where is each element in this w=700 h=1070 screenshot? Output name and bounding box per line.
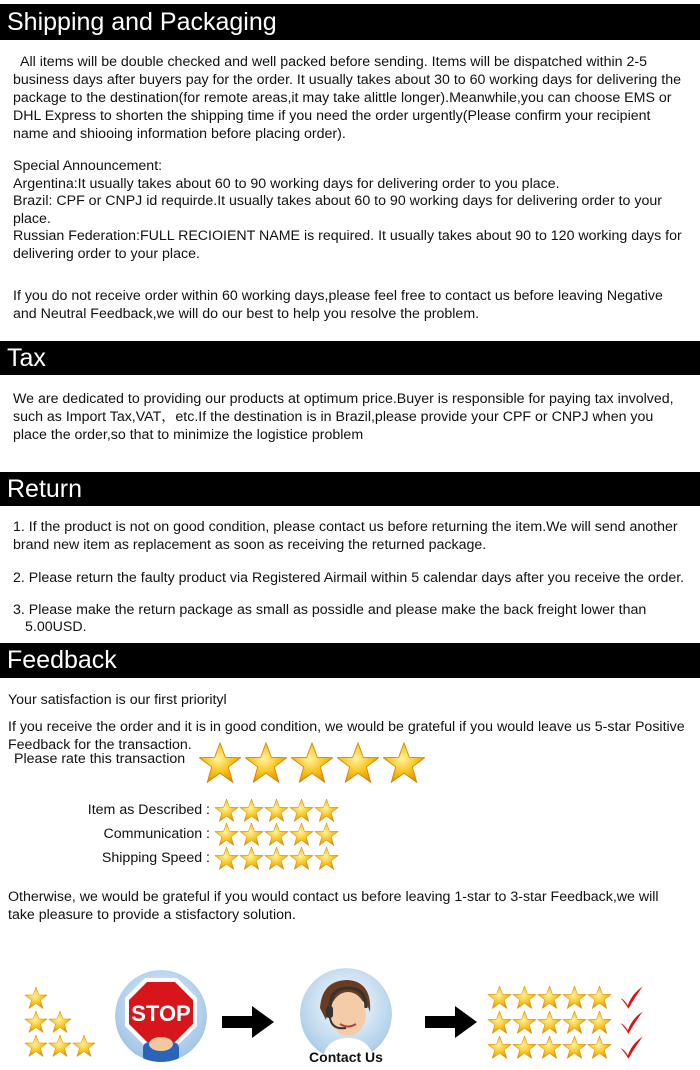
rating-label: Shipping Speed : <box>101 850 210 866</box>
checkmark-icon <box>618 1009 644 1035</box>
star-icon <box>264 798 289 823</box>
announcement-title: Special Announcement: <box>13 158 163 174</box>
satisfaction-text: Your satisfaction is our first priorityl <box>8 692 227 708</box>
contact-note: If you do not receive order within 60 working days,please feel free to contact us before leaving Negative and Neutral Feedback,we will do our best to help you resolve the problem. <box>13 288 663 322</box>
star-icon <box>239 798 264 823</box>
customer-service-icon <box>300 968 392 1060</box>
star-icon <box>587 1010 612 1035</box>
star-icon <box>487 985 512 1010</box>
star-icon <box>562 1035 587 1060</box>
star-icon <box>537 1035 562 1060</box>
star-icon <box>587 985 612 1010</box>
star-icon <box>512 985 537 1010</box>
star-icon <box>487 1010 512 1035</box>
return-item-2: 2. Please return the faulty product via Registered Airmail within 5 calendar days after you receive the order. <box>13 570 685 586</box>
star-icon <box>562 1010 587 1035</box>
star-icon <box>24 1034 48 1058</box>
star-icon <box>314 798 339 823</box>
star-icon <box>382 741 426 785</box>
low-rating-stars <box>24 986 104 1058</box>
star-icon <box>264 846 289 871</box>
star-icon <box>198 741 242 785</box>
low-star-line <box>24 986 48 1010</box>
star-icon <box>72 1034 96 1058</box>
russia-note: Russian Federation:FULL RECIOIENT NAME is required. It usually takes about 90 to 120 working days for delivering order to your place. <box>13 228 682 262</box>
rating-row <box>4 798 339 822</box>
star-icon <box>239 822 264 847</box>
star-icon <box>214 798 239 823</box>
return-header: Return <box>0 472 700 506</box>
shipping-header: Shipping and Packaging <box>0 4 700 40</box>
star-icon <box>48 1034 72 1058</box>
argentina-note: Argentina:It usually takes about 60 to 90 working days for delivering order to you place. <box>13 176 560 192</box>
star-icon <box>537 985 562 1010</box>
star-icon <box>289 846 314 871</box>
star-icon <box>289 822 314 847</box>
star-icon <box>314 846 339 871</box>
rating-label: Communication : <box>103 826 210 842</box>
checkmark-icon <box>618 984 644 1010</box>
rate-label: Please rate this transaction <box>14 751 186 767</box>
shipping-paragraph: All items will be double checked and well packed before sending. Items will be dispatched within 2-5 business days after buyers pay for the order. It usually takes about 30 to 60 working days for delivering the package to the destination(for remote areas,it may take alittle longer).Meanwhile,you can choose EMS or DHL Express to shorten the shipping time if you need the order urgently(Please confirm your recipient name and shiooing information before placing order). <box>13 54 681 142</box>
rating-stars[interactable] <box>214 798 339 823</box>
rate-stars[interactable] <box>198 741 428 785</box>
rating-stars[interactable] <box>214 846 339 871</box>
return-item-3: 3. Please make the return package as small as possidle and please make the back freight lower than <box>13 602 647 618</box>
high-star-line <box>487 984 644 1010</box>
high-star-line <box>487 1009 644 1035</box>
star-icon <box>512 1010 537 1035</box>
stop-text: STOP <box>131 1001 191 1026</box>
low-star-line <box>24 1010 72 1034</box>
star-icon <box>537 1010 562 1035</box>
low-star-line <box>24 1034 96 1058</box>
contact-us-label: Contact Us <box>309 1049 383 1065</box>
feedback-header: Feedback <box>0 643 700 678</box>
rating-row <box>4 846 339 870</box>
high-star-line <box>487 1034 644 1060</box>
star-icon <box>24 986 48 1010</box>
star-icon <box>487 1035 512 1060</box>
star-icon <box>290 741 334 785</box>
star-icon <box>512 1035 537 1060</box>
rating-row <box>4 822 339 846</box>
star-icon <box>24 1010 48 1034</box>
grateful-text: If you receive the order and it is in good condition, we would be grateful if you would leave us 5-star Positive Feedback for the transaction. <box>8 719 685 753</box>
right-arrow-icon <box>222 1006 274 1038</box>
star-icon <box>244 741 288 785</box>
stop-sign-icon <box>115 970 207 1062</box>
rating-label: Item as Described : <box>87 802 210 818</box>
return-item-1: 1. If the product is not on good condition, please contact us before returning the item.We will send another brand new item as replacement as soon as receiving the returned package. <box>13 519 678 553</box>
star-icon <box>314 822 339 847</box>
star-icon <box>587 1035 612 1060</box>
checkmark-icon <box>618 1034 644 1060</box>
high-rating-stars <box>487 984 657 1060</box>
right-arrow-icon-2 <box>425 1006 477 1038</box>
star-icon <box>214 822 239 847</box>
star-icon <box>264 822 289 847</box>
star-icon <box>214 846 239 871</box>
star-icon <box>562 985 587 1010</box>
star-icon <box>239 846 264 871</box>
return-item-3-amount: 5.00USD. <box>25 619 87 635</box>
tax-paragraph: We are dedicated to providing our products at optimum price.Buyer is responsible for paying tax involved, such as Import Tax,VAT，etc.If the destination is in Brazil,please provide your CPF or CNPJ when you place the order,so that to minimize the logistice problem <box>13 391 674 443</box>
star-icon <box>48 1010 72 1034</box>
rating-stars[interactable] <box>214 822 339 847</box>
star-icon <box>289 798 314 823</box>
tax-header: Tax <box>0 341 700 375</box>
star-icon <box>336 741 380 785</box>
brazil-note: Brazil: CPF or CNPJ id requirde.It usually takes about 60 to 90 working days for delivering order to your place. <box>13 193 662 227</box>
otherwise-text: Otherwise, we would be grateful if you would contact us before leaving 1-star to 3-star Feedback,we will take pleasure to provide a stisfactory solution. <box>8 889 659 923</box>
